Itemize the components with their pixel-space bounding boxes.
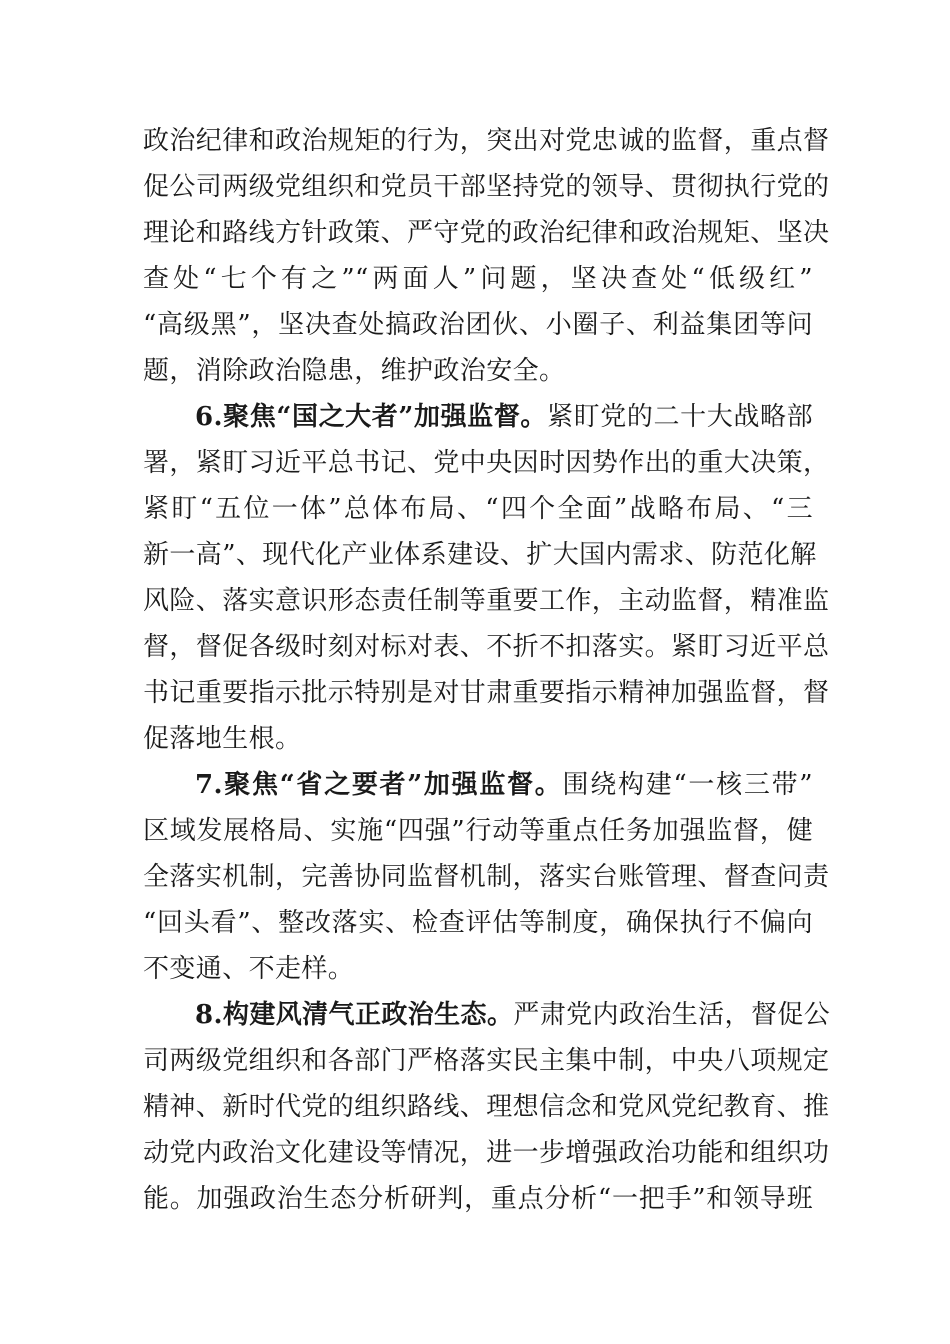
text-line: 促落地生根。	[143, 724, 302, 754]
text-line: 理论和路线方针政策、严守党的政治纪律和政治规矩、坚决	[143, 218, 830, 248]
paragraph-heading: 7.聚焦“省之要者”加强监督。	[195, 770, 563, 800]
text-line: 紧盯“五位一体”总体布局、“四个全面”战略布局、“三	[143, 494, 813, 524]
text-line: 风险、落实意识形态责任制等重要工作，主动监督，精准监	[143, 586, 830, 616]
text-line: 督，督促各级时刻对标对表、不折不扣落实。紧盯习近平总	[143, 632, 830, 662]
text-line: 精神、新时代党的组织路线、理想信念和党风党纪教育、推	[143, 1092, 830, 1122]
text-line: 政治纪律和政治规矩的行为，突出对党忠诚的监督，重点督	[143, 126, 830, 156]
text-line: 全落实机制，完善协同监督机制，落实台账管理、督查问责	[143, 862, 830, 892]
text-line: 署，紧盯习近平总书记、党中央因时因势作出的重大决策，	[143, 448, 830, 478]
paragraph-7	[143, 762, 830, 992]
text-line: 动党内政治文化建设等情况，进一步增强政治功能和组织功	[143, 1138, 830, 1168]
document-body	[143, 118, 831, 1222]
text-line: “高级黑”，坚决查处搞政治团伙、小圈子、利益集团等问	[143, 310, 813, 340]
paragraph-text: 严肃党内政治生活，督促公	[513, 1000, 831, 1030]
paragraph-6	[143, 394, 830, 762]
text-line: 促公司两级党组织和党员干部坚持党的领导、贯彻执行党的	[143, 172, 830, 202]
text-line: 能。加强政治生态分析研判，重点分析“一把手”和领导班	[143, 1184, 813, 1214]
text-line: 新一高”、现代化产业体系建设、扩大国内需求、防范化解	[143, 540, 817, 570]
text-line: 区域发展格局、实施“四强”行动等重点任务加强监督，健	[143, 816, 813, 846]
paragraph-heading: 8.构建风清气正政治生态。	[195, 1000, 514, 1030]
paragraph-first-line	[143, 762, 813, 808]
text-line: 书记重要指示批示特别是对甘肃重要指示精神加强监督，督	[143, 678, 830, 708]
paragraph-first-line	[143, 992, 831, 1038]
text-line: 查处“七个有之”“两面人”问题，坚决查处“低级红”	[143, 264, 813, 294]
paragraph-first-line	[143, 394, 813, 440]
text-line: 司两级党组织和各部门严格落实民主集中制，中央八项规定	[143, 1046, 830, 1076]
paragraph-text: 围绕构建“一核三带”	[562, 770, 813, 800]
text-line: 不变通、不走样。	[143, 954, 355, 984]
paragraph-continued	[143, 118, 830, 394]
paragraph-text: 紧盯党的二十大战略部	[547, 402, 813, 432]
paragraph-8	[143, 992, 831, 1222]
paragraph-heading: 6.聚焦“国之大者”加强监督。	[195, 402, 548, 432]
text-line: “回头看”、整改落实、检查评估等制度，确保执行不偏向	[143, 908, 813, 938]
text-line: 题，消除政治隐患，维护政治安全。	[143, 356, 566, 386]
